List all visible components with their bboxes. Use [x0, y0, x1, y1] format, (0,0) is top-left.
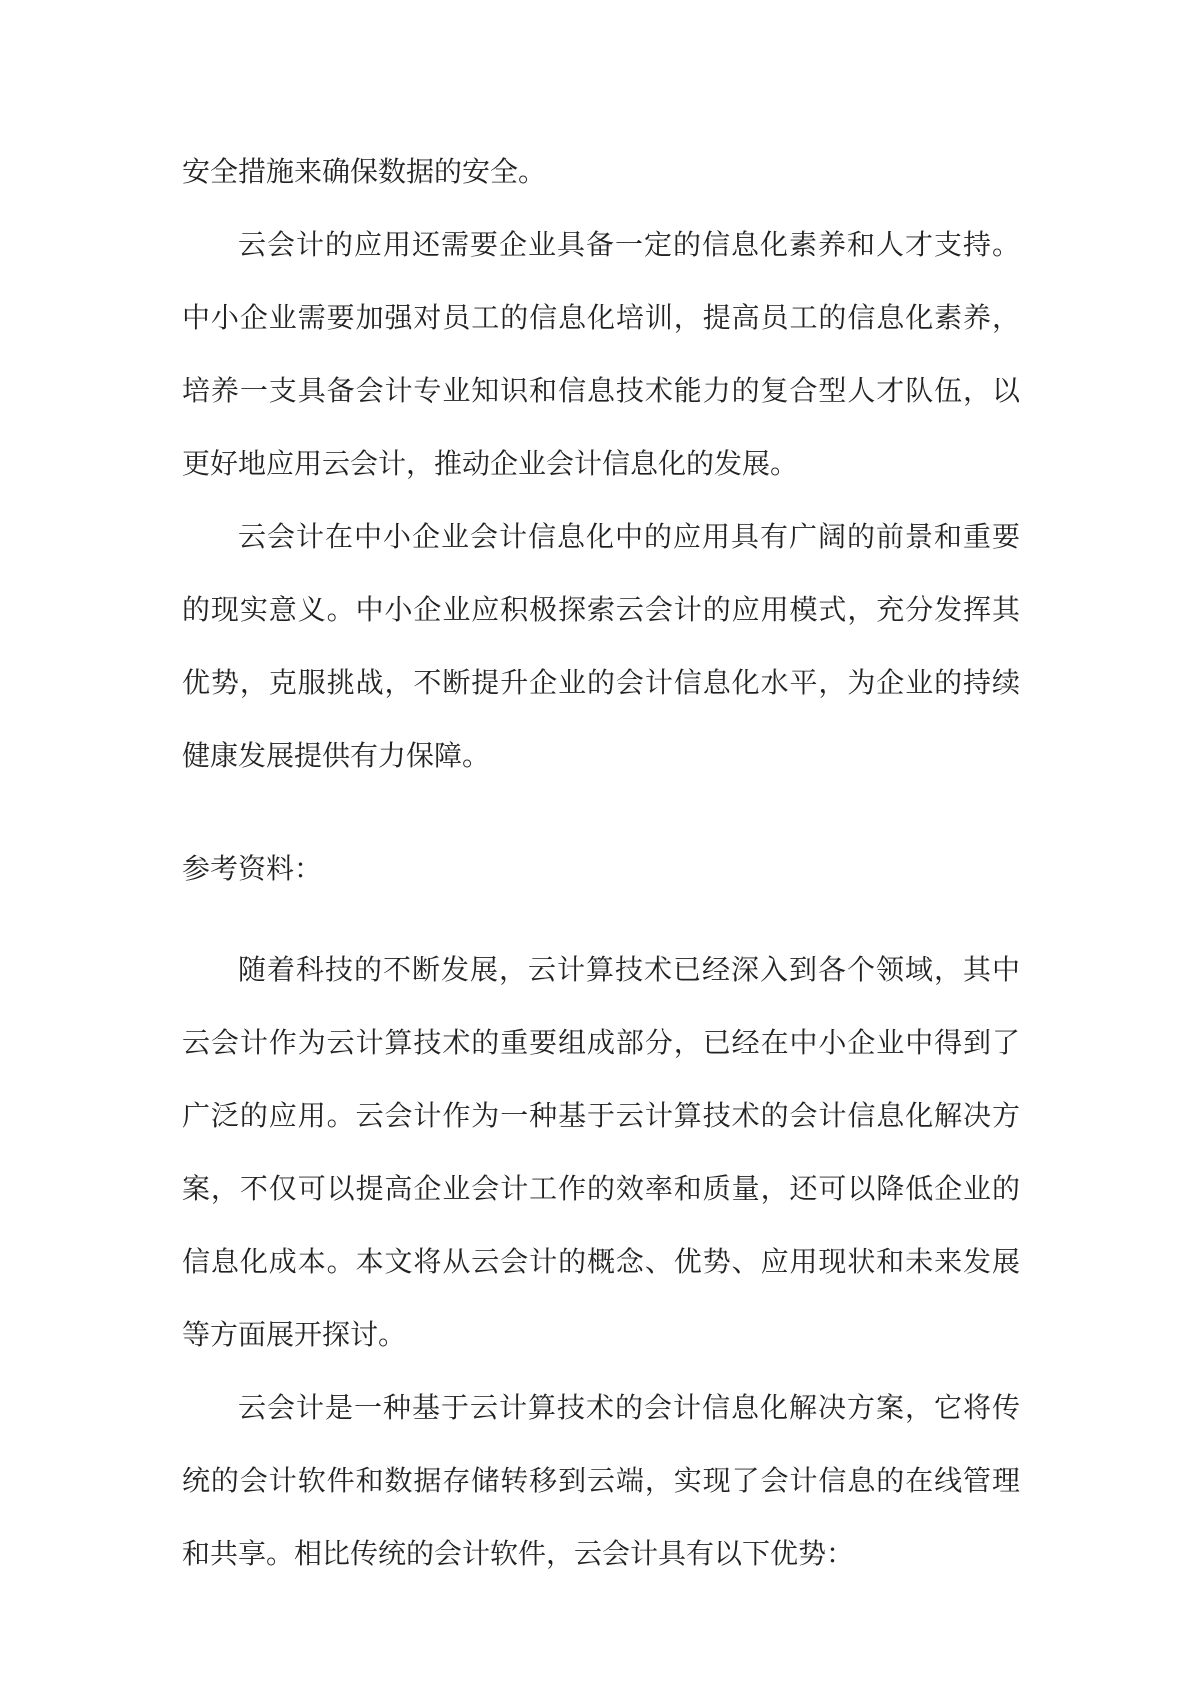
paragraph-references-intro: 随着科技的不断发展，云计算技术已经深入到各个领域，其中云会计作为云计算技术的重要组成部分，已经在中小企业中得到了广泛的应用。云会计作为一种基于云计算技术的会计信息化解决方案，不仅可以提高企业会计工作的效率和质量，还可以降低企业的信息化成本。本文将从云会计的概念、优势、应用现状和未来发展等方面展开探讨。: [182, 953, 1020, 1351]
document-body: [182, 135, 1020, 1590]
references-heading: 参考资料：: [182, 852, 323, 885]
paragraph-talent-support: 云会计的应用还需要企业具备一定的信息化素养和人才支持。中小企业需要加强对员工的信息化培训，提高员工的信息化素养，培养一支具备会计专业知识和信息技术能力的复合型人才队伍，以更好地应用云会计，推动企业会计信息化的发展。: [182, 228, 1020, 480]
paragraph-continuation: 安全措施来确保数据的安全。: [182, 155, 547, 188]
paragraph-prospects: 云会计在中小企业会计信息化中的应用具有广阔的前景和重要的现实意义。中小企业应积极探索云会计的应用模式，充分发挥其优势，克服挑战，不断提升企业的会计信息化水平，为企业的持续健康发展提供有力保障。: [182, 520, 1020, 772]
paragraph-cloud-accounting-definition: 云会计是一种基于云计算技术的会计信息化解决方案，它将传统的会计软件和数据存储转移到云端，实现了会计信息的在线管理和共享。相比传统的会计软件，云会计具有以下优势：: [182, 1391, 1020, 1570]
